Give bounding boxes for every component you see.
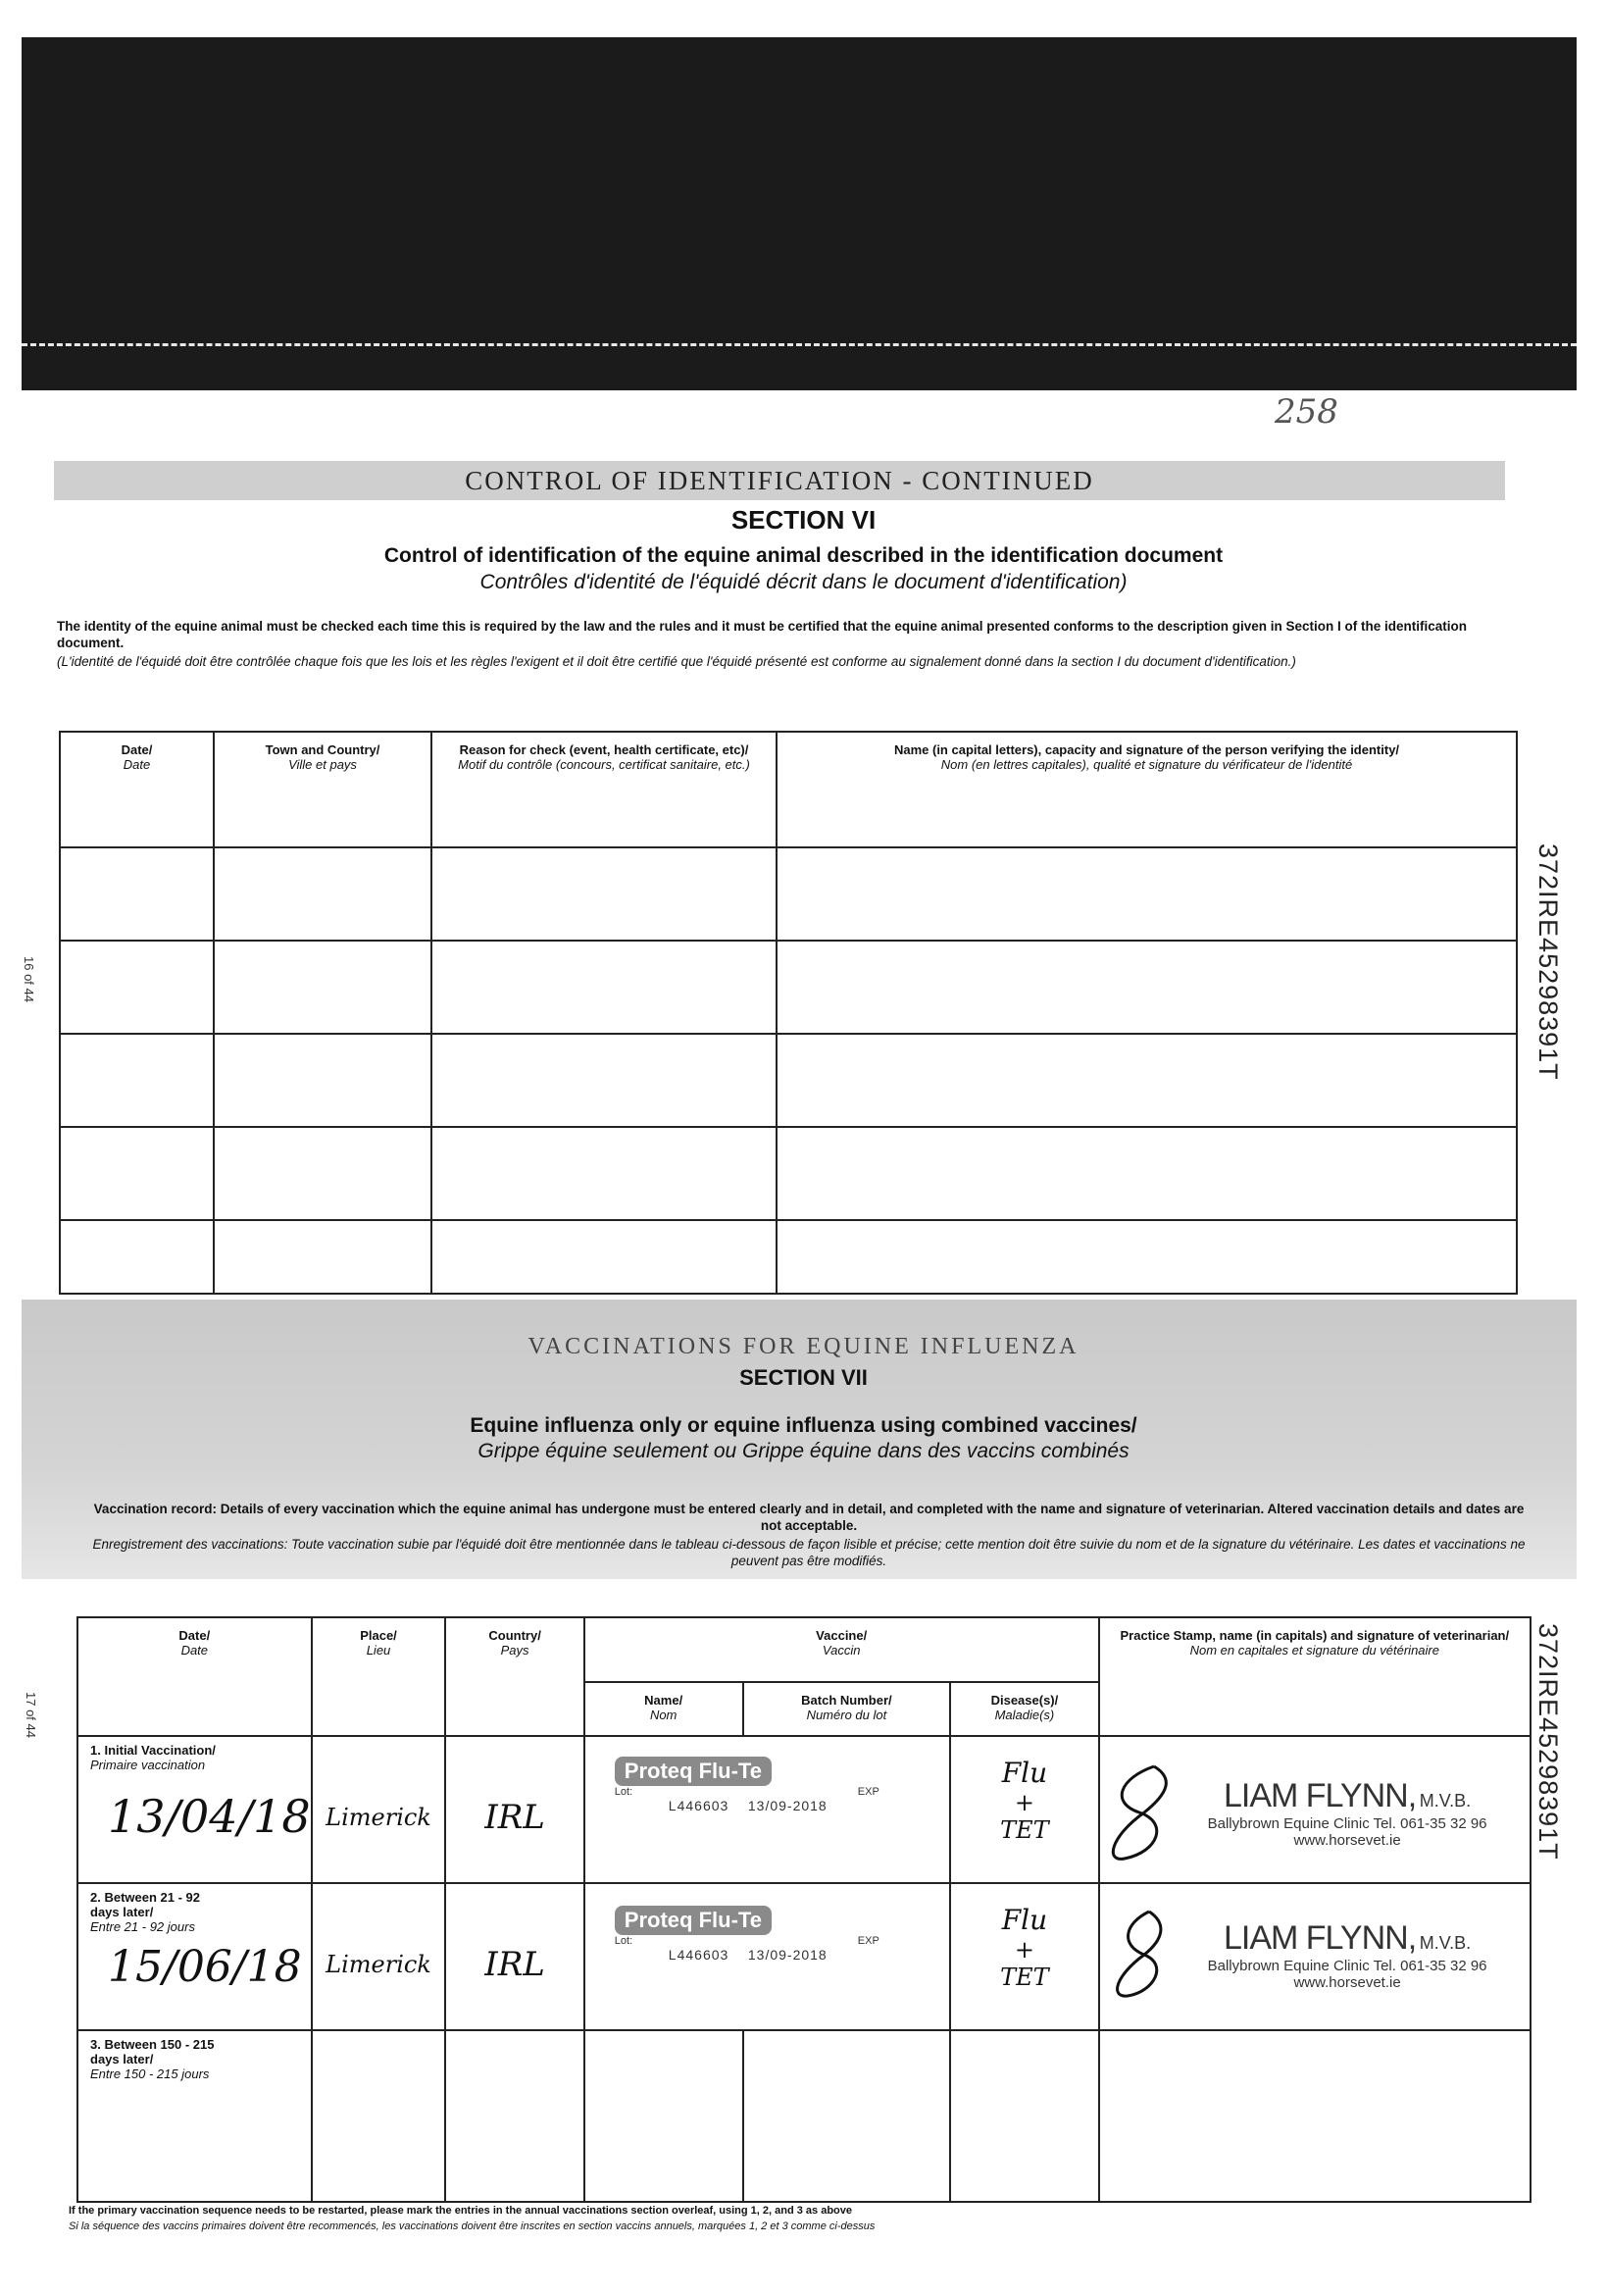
vac-col-batch-header: Batch Number/ Numéro du lot xyxy=(743,1682,951,1736)
handwritten-disease-2: + xyxy=(1014,1936,1034,1964)
handwritten-place: Limerick xyxy=(326,1804,431,1831)
vac-disease-cell[interactable] xyxy=(950,1883,1098,2030)
vet-signature-icon xyxy=(1100,1906,1188,2004)
section7-title-fr: Grippe équine seulement ou Grippe équine dans des vaccins combinés xyxy=(477,1440,1130,1462)
vaccine-sticker xyxy=(615,1906,949,1963)
vac-batch-cell[interactable] xyxy=(743,2030,951,2202)
identity-check-row xyxy=(60,1034,1517,1127)
stitch-line xyxy=(22,343,1577,346)
cell-town[interactable] xyxy=(214,1034,431,1127)
identity-check-table xyxy=(59,731,1518,1295)
vet-website: www.horsevet.ie xyxy=(1293,1831,1401,1849)
vet-clinic: Ballybrown Equine Clinic Tel. 061-35 32 96 xyxy=(1207,1814,1487,1832)
col-reason-header: Reason for check (event, health certificate, etc)/ Motif du contrôle (concours, certificat sanitaire, etc.) xyxy=(431,732,777,847)
vac-col-place-header: Place/ Lieu xyxy=(312,1617,446,1736)
col-verifier-header: Name (in capital letters), capacity and signature of the person verifying the identity/ Nom (en lettres capitales), qualité et signature du vérificateur de l'identité xyxy=(777,732,1517,847)
handwritten-disease-3: TET xyxy=(1000,1964,1049,1991)
cell-reason[interactable] xyxy=(431,847,777,941)
cell-verifier[interactable] xyxy=(777,1220,1517,1294)
vac-col-name-header: Name/ Nom xyxy=(584,1682,743,1736)
cell-verifier[interactable] xyxy=(777,847,1517,941)
vac-stamp-cell[interactable] xyxy=(1099,1736,1531,1883)
dark-header-strip xyxy=(22,37,1577,390)
cell-town[interactable] xyxy=(214,1220,431,1294)
vaccine-brand-label: Proteq Flu-Te xyxy=(615,1757,772,1786)
vac-country-cell[interactable] xyxy=(445,1883,583,2030)
vac-date-cell[interactable] xyxy=(77,1883,312,2030)
row-label-fr: Primaire vaccination xyxy=(90,1758,206,1772)
page-marker-16: 16 of 44 xyxy=(22,956,36,1002)
identity-check-row xyxy=(60,847,1517,941)
cell-reason[interactable] xyxy=(431,1220,777,1294)
cell-town[interactable] xyxy=(214,1127,431,1220)
cell-verifier[interactable] xyxy=(777,1034,1517,1127)
vac-col-date-header: Date/ Date xyxy=(77,1617,312,1736)
handwritten-disease-1: Flu xyxy=(1001,1757,1048,1789)
page-marker-17: 17 of 44 xyxy=(24,1692,38,1738)
footer-note-en: If the primary vaccination sequence needs to be restarted, please mark the entries in the annual vaccinations section overleaf, using 1, 2, and 3 as above xyxy=(69,2205,853,2217)
vet-clinic: Ballybrown Equine Clinic Tel. 061-35 32 96 xyxy=(1207,1957,1487,1974)
vet-name: LIAM FLYNN, xyxy=(1223,1776,1417,1814)
cell-date[interactable] xyxy=(60,1220,214,1294)
vac-place-cell[interactable] xyxy=(312,2030,446,2202)
vaccination-header-row xyxy=(77,1617,1531,1682)
vac-sticker-cell[interactable] xyxy=(584,1736,950,1883)
row-label-en: 3. Between 150 - 215 days later/ xyxy=(90,2037,215,2066)
handwritten-date: 15/06/18 xyxy=(108,1942,302,1992)
cell-reason[interactable] xyxy=(431,1034,777,1127)
vac-stamp-cell[interactable] xyxy=(1099,2030,1531,2202)
vet-title: M.V.B. xyxy=(1419,1790,1472,1811)
vaccine-sticker xyxy=(615,1757,949,1813)
expiry-date: 13/09-2018 xyxy=(747,1798,828,1813)
vet-title: M.V.B. xyxy=(1419,1932,1472,1953)
cell-town[interactable] xyxy=(214,847,431,941)
handwritten-disease-1: Flu xyxy=(1001,1904,1048,1936)
handwritten-place: Limerick xyxy=(326,1951,431,1978)
section6-title-en: Control of identification of the equine animal described in the identification document xyxy=(383,544,1224,567)
lot-prefix: Lot: xyxy=(614,1786,633,1798)
row-label-en: 2. Between 21 - 92 days later/ xyxy=(90,1890,200,1919)
vac-disease-cell[interactable] xyxy=(950,1736,1098,1883)
handwritten-country: IRL xyxy=(484,1798,545,1837)
identity-check-row xyxy=(60,941,1517,1034)
row-label-fr: Entre 21 - 92 jours xyxy=(90,1919,195,1934)
section6-intro-fr: (L'identité de l'équidé doit être contrôlée chaque fois que les lois et les règles l'exigent et il doit être certifié que l'équidé présenté est conforme au signalement donné dans la section I du document d'identification.) xyxy=(57,654,1296,669)
col-date-header: Date/ Date xyxy=(60,732,214,847)
section6-intro-en: The identity of the equine animal must be checked each time this is required by the law and the rules and it must be certified that the equine animal presented conforms to the description given in Section I of the identification document. xyxy=(57,619,1468,650)
exp-prefix: EXP xyxy=(857,1786,879,1798)
handwritten-disease-3: TET xyxy=(1000,1816,1049,1844)
section6-title-fr: Contrôles d'identité de l'équidé décrit dans le document d'identification) xyxy=(479,571,1128,593)
batch-number: L446603 xyxy=(668,1798,729,1813)
vac-disease-cell[interactable] xyxy=(950,2030,1098,2202)
row-label-fr: Entre 150 - 215 jours xyxy=(90,2066,210,2081)
col-town-header: Town and Country/ Ville et pays xyxy=(214,732,431,847)
side-id-code-lower: 372IRE45298391T xyxy=(1533,1623,1563,1861)
section6-label: SECTION VI xyxy=(730,505,877,535)
handwritten-date: 13/04/18 xyxy=(108,1790,311,1843)
batch-number: L446603 xyxy=(668,1947,729,1963)
vac-col-stamp-header: Practice Stamp, name (in capitals) and signature of veterinarian/ Nom en capitales et signature du vétérinaire xyxy=(1099,1617,1531,1736)
side-id-code-upper: 372IRE45298391T xyxy=(1533,843,1563,1081)
identity-check-row xyxy=(60,1220,1517,1294)
vac-date-cell[interactable] xyxy=(77,1736,312,1883)
vac-sticker-cell[interactable] xyxy=(584,1883,950,2030)
vac-col-vaccine-header: Vaccine/ Vaccin xyxy=(584,1617,1099,1682)
cell-date[interactable] xyxy=(60,1127,214,1220)
handwritten-country: IRL xyxy=(484,1945,545,1984)
vac-place-cell[interactable] xyxy=(312,1736,446,1883)
identity-check-row xyxy=(60,1127,1517,1220)
cell-reason[interactable] xyxy=(431,941,777,1034)
vac-country-cell[interactable] xyxy=(445,1736,583,1883)
exp-prefix: EXP xyxy=(857,1935,879,1947)
section6-band xyxy=(54,461,1505,500)
vac-col-disease-header: Disease(s)/ Maladie(s) xyxy=(950,1682,1098,1736)
section7-intro-en: Vaccination record: Details of every vaccination which the equine animal has undergone must be entered clearly and in detail, and completed with the name and signature of veterinarian. Altered vaccination details and dates are not acceptable. xyxy=(93,1502,1525,1533)
cell-date[interactable] xyxy=(60,1034,214,1127)
vac-place-cell[interactable] xyxy=(312,1883,446,2030)
vet-website: www.horsevet.ie xyxy=(1293,1973,1401,1991)
row-label-en: 1. Initial Vaccination/ xyxy=(90,1743,216,1758)
expiry-date: 13/09-2018 xyxy=(747,1947,828,1963)
cell-reason[interactable] xyxy=(431,1127,777,1220)
vaccination-row-1 xyxy=(77,1736,1531,1883)
section7-intro-fr: Enregistrement des vaccinations: Toute vaccination subie par l'équidé doit être mentionnée dans le tableau ci-dessous de façon lisible et précise; cette mention doit être suivie du nom et de la signature du vétérinaire. Les dates et vaccinations ne peuvent pas être modifiés. xyxy=(92,1537,1526,1568)
vaccination-row-2 xyxy=(77,1883,1531,2030)
identity-check-header-row xyxy=(60,732,1517,847)
vaccine-brand-label: Proteq Flu-Te xyxy=(615,1906,772,1935)
vac-stamp-cell[interactable] xyxy=(1099,1883,1531,2030)
cell-date[interactable] xyxy=(60,847,214,941)
vaccination-table xyxy=(76,1616,1532,2203)
vac-col-country-header: Country/ Pays xyxy=(445,1617,583,1736)
section7-label: SECTION VII xyxy=(739,1365,868,1390)
cell-date[interactable] xyxy=(60,941,214,1034)
cell-verifier[interactable] xyxy=(777,1127,1517,1220)
footer-note-fr: Si la séquence des vaccins primaires doivent être recommencés, les vaccinations doivent être inscrites en section vaccins annuels, marquées 1, 2 et 3 comme ci-dessus xyxy=(69,2220,876,2232)
vac-country-cell[interactable] xyxy=(445,2030,583,2202)
vet-name: LIAM FLYNN, xyxy=(1223,1918,1417,1957)
cell-town[interactable] xyxy=(214,941,431,1034)
vaccination-row-3 xyxy=(77,2030,1531,2202)
section6-band-title: CONTROL OF IDENTIFICATION - CONTINUED xyxy=(465,466,1094,495)
vac-date-cell[interactable] xyxy=(77,2030,312,2202)
vac-name-cell[interactable] xyxy=(584,2030,743,2202)
section7-title-en: Equine influenza only or equine influenza using combined vaccines/ xyxy=(470,1414,1137,1437)
handwritten-page-number: 258 xyxy=(1275,392,1338,432)
cell-verifier[interactable] xyxy=(777,941,1517,1034)
lot-prefix: Lot: xyxy=(614,1935,633,1947)
section7-band-title: VACCINATIONS FOR EQUINE INFLUENZA xyxy=(527,1334,1080,1359)
handwritten-disease-2: + xyxy=(1014,1789,1034,1816)
vet-signature-icon xyxy=(1100,1759,1188,1866)
